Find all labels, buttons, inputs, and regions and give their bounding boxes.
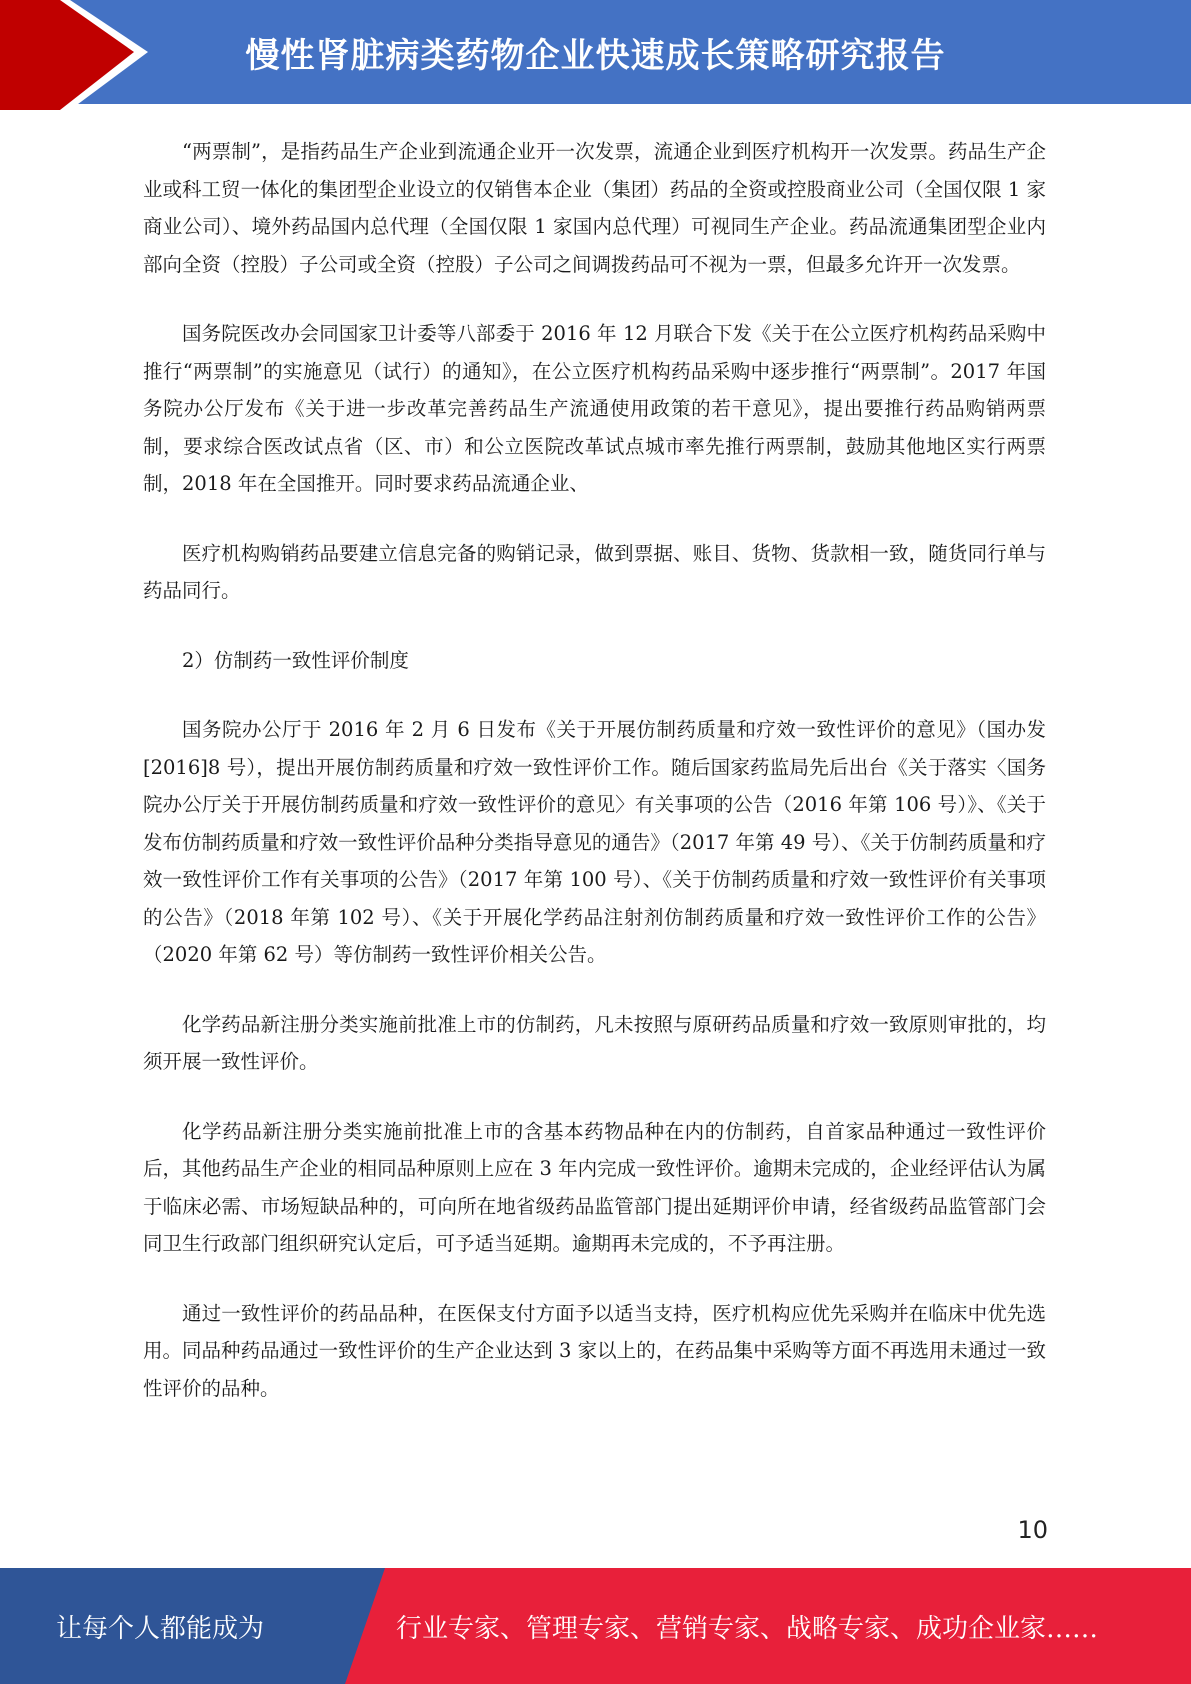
page-body [143, 133, 1046, 1439]
paragraph-consistency-deadline: 化学药品新注册分类实施前批准上市的含基本药物品种在内的仿制药，自首家品种通过一致性评价后，其他药品生产企业的相同品种原则上应在 3 年内完成一致性评价。逾期未完成的，企业经评估认为属于临床必需、市场短缺品种的，可向所在地省级药品监管部门提出延期评价申请，经省级药品监管部门会同卫生行政部门组织研究认定后，可予适当延期。逾期再未完成的，不予再注册。 [143, 1119, 1046, 1255]
paragraph-consistency-support: 通过一致性评价的药品品种，在医保支付方面予以适当支持，医疗机构应优先采购并在临床中优先选用。同品种药品通过一致性评价的生产企业达到 3 家以上的，在药品集中采购等方面不再选用未通过一致性评价的品种。 [143, 1301, 1046, 1400]
paragraph-purchase-records: 医疗机构购销药品要建立信息完备的购销记录，做到票据、账目、货物、货款相一致，随货同行单与药品同行。 [143, 541, 1046, 602]
section-heading-generic-consistency: 2）仿制药一致性评价制度 [182, 648, 409, 672]
paragraph-consistency-announcements: 国务院办公厅于 2016 年 2 月 6 日发布《关于开展仿制药质量和疗效一致性评价的意见》（国办发[2016]8 号），提出开展仿制药质量和疗效一致性评价工作。随后国家药监局先后出台《关于落实〈国务院办公厅关于开展仿制药质量和疗效一致性评价的意见〉有关事项的公告（2016 年第 106 号）》、《关于发布仿制药质量和疗效一致性评价品种分类指导意见的通告》（2017 年第 49 号）、《关于仿制药质量和疗效一致性评价工作有关事项的公告》（2017 年第 100 号）、《关于仿制药质量和疗效一致性评价有关事项的公告》（2018 年第 102 号）、《关于开展化学药品注射剂仿制药质量和疗效一致性评价工作的公告》（2020 年第 62 号）等仿制药一致性评价相关公告。 [143, 718, 1046, 966]
page-number: 10 [1017, 1516, 1048, 1544]
page-header [0, 0, 1191, 110]
page-footer [0, 1568, 1191, 1684]
paragraph-consistency-scope: 化学药品新注册分类实施前批准上市的仿制药，凡未按照与原研药品质量和疗效一致原则审批的，均须开展一致性评价。 [143, 1012, 1046, 1073]
footer-slogan-left: 让每个人都能成为 [55, 1613, 264, 1644]
footer-slogan-right: 行业专家、管理专家、营销专家、战略专家、成功企业家…… [396, 1613, 1099, 1644]
paragraph-two-invoice-definition: “两票制”，是指药品生产企业到流通企业开一次发票，流通企业到医疗机构开一次发票。药品生产企业或科工贸一体化的集团型企业设立的仅销售本企业（集团）药品的全资或控股商业公司（全国仅限 1 家商业公司）、境外药品国内总代理（全国仅限 1 家国内总代理）可视同生产企业。药品流通集团型企业内部向全资（控股）子公司或全资（控股）子公司之间调拨药品可不视为一票，但最多允许开一次发票。 [143, 140, 1046, 276]
paragraph-two-invoice-policy: 国务院医改办会同国家卫计委等八部委于 2016 年 12 月联合下发《关于在公立医疗机构药品采购中推行“两票制”的实施意见（试行）的通知》，在公立医疗机构药品采购中逐步推行“两票制”。2017 年国务院办公厅发布《关于进一步改革完善药品生产流通使用政策的若干意见》，提出要推行药品购销两票制，要求综合医改试点省（区、市）和公立医院改革试点城市率先推行两票制，鼓励其他地区实行两票制，2018 年在全国推开。同时要求药品流通企业、 [143, 322, 1046, 495]
report-title: 慢性肾脏病类药物企业快速成长策略研究报告 [245, 35, 946, 76]
